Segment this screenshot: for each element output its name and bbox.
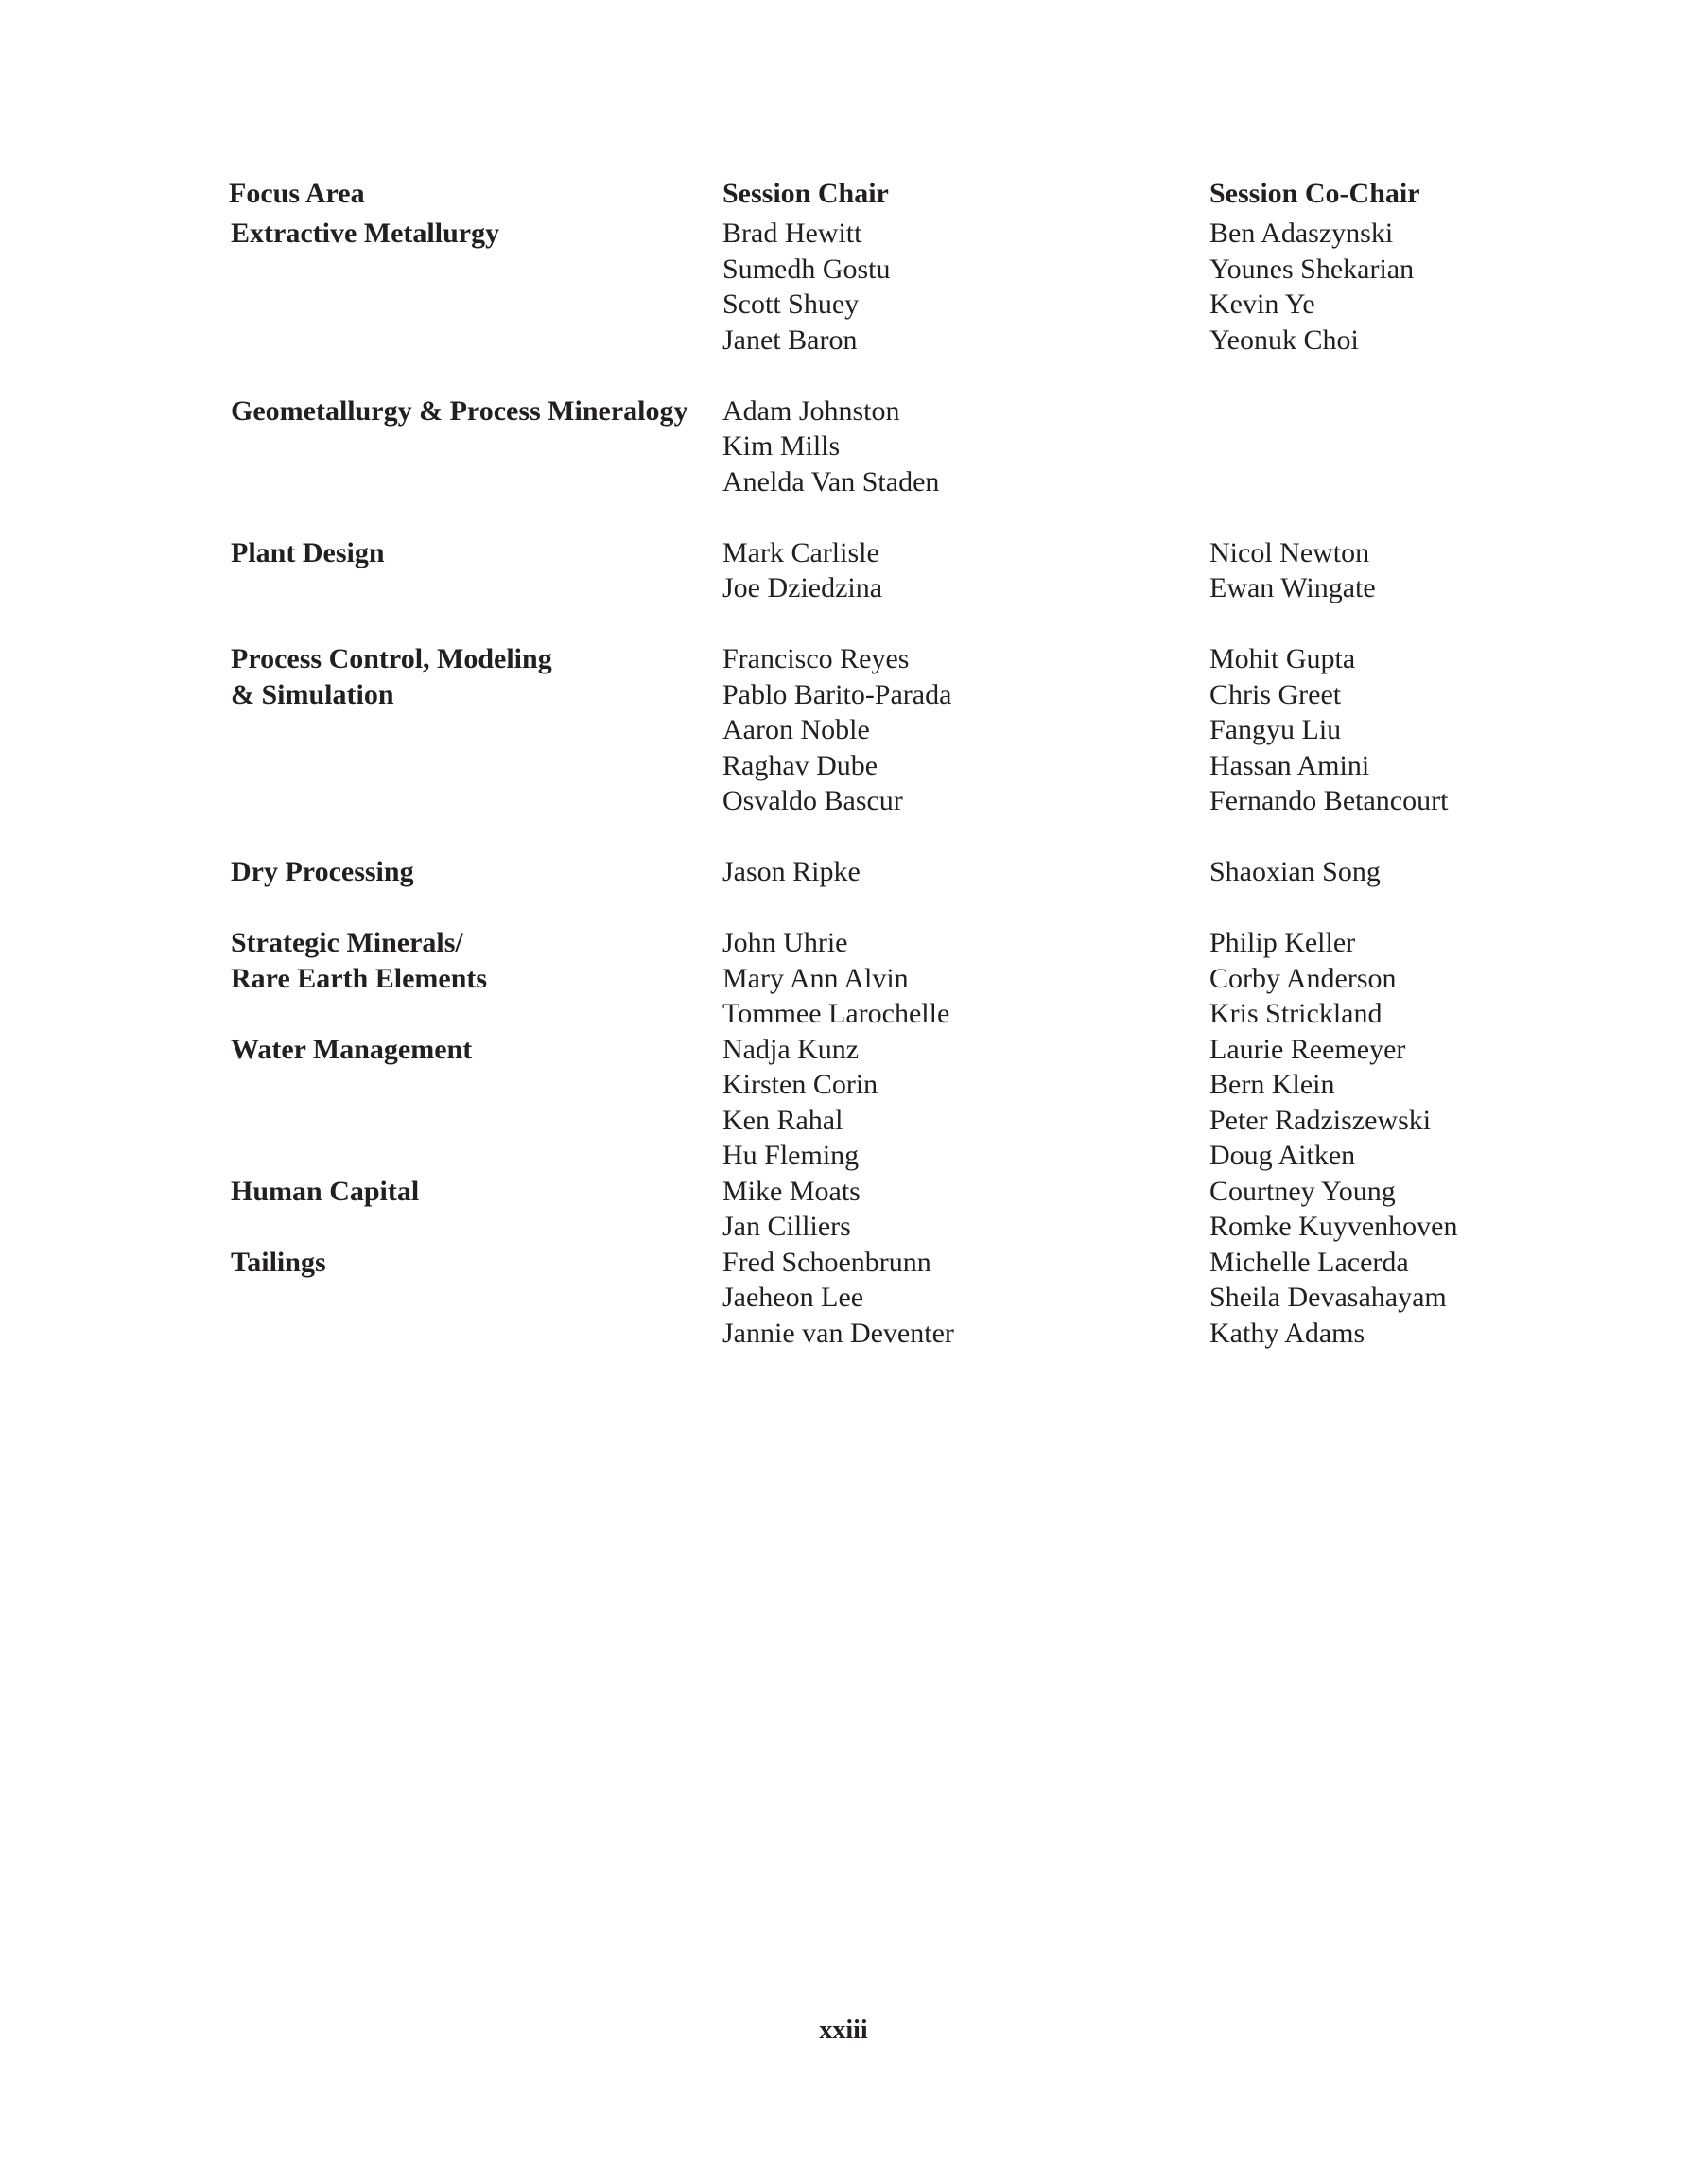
- session-chair-cell: John Uhrie: [722, 927, 848, 958]
- session-chair-cell: Kirsten Corin: [722, 1069, 878, 1100]
- table-row: [0, 216, 1687, 252]
- table-row: [0, 606, 1687, 642]
- table-row: [0, 1280, 1687, 1316]
- session-chair-cell: Ken Rahal: [722, 1104, 844, 1136]
- focus-area-cell: & Simulation: [231, 678, 394, 710]
- table-row: [0, 854, 1687, 890]
- session-chair-cell: Sumedh Gostu: [722, 253, 891, 285]
- session-co-chair-cell: Sheila Devasahayam: [1209, 1282, 1447, 1313]
- table-row: [0, 428, 1687, 464]
- focus-area-cell: Tailings: [231, 1246, 326, 1278]
- table-row: [0, 1103, 1687, 1139]
- session-chair-cell: Janet Baron: [722, 323, 858, 356]
- table-row: [0, 819, 1687, 855]
- session-chair-cell: Hu Fleming: [722, 1140, 860, 1171]
- session-co-chair-cell: Philip Keller: [1209, 927, 1356, 958]
- session-co-chair-cell: Peter Radziszewski: [1209, 1104, 1432, 1136]
- session-chair-cell: Jason Ripke: [722, 856, 861, 887]
- session-co-chair-cell: Shaoxian Song: [1209, 856, 1381, 887]
- focus-area-cell: Water Management: [231, 1033, 473, 1065]
- table-row: [0, 641, 1687, 677]
- table-row: [0, 393, 1687, 429]
- table-row: [0, 535, 1687, 571]
- session-co-chair-cell: Kathy Adams: [1209, 1317, 1365, 1349]
- session-co-chair-cell: Younes Shekarian: [1209, 253, 1415, 285]
- focus-area-cell: Plant Design: [231, 536, 385, 568]
- table-row: [0, 1316, 1687, 1352]
- session-chair-cell: Mary Ann Alvin: [722, 962, 909, 994]
- session-chair-cell: Fred Schoenbrunn: [722, 1246, 931, 1278]
- session-chair-cell: Jan Cilliers: [722, 1211, 851, 1242]
- header-focus-area: Focus Area: [229, 178, 365, 209]
- focus-area-cell: Extractive Metallurgy: [231, 218, 500, 249]
- table-row: [0, 712, 1687, 748]
- table-row: [0, 925, 1687, 961]
- session-chair-cell: Jaeheon Lee: [722, 1282, 864, 1313]
- session-chair-cell: Pablo Barito-Parada: [722, 678, 952, 710]
- table-row: [0, 783, 1687, 819]
- focus-area-cell: Strategic Minerals/: [231, 927, 463, 958]
- session-chair-cell: Adam Johnston: [722, 394, 900, 427]
- focus-area-cell: Geometallurgy & Process Mineralogy: [231, 394, 688, 427]
- page-number: xxiii: [819, 2016, 868, 2045]
- table-row: [0, 677, 1687, 713]
- table-row: [0, 1245, 1687, 1281]
- table-row: [0, 748, 1687, 784]
- table-row: [0, 1209, 1687, 1245]
- table-header-row: [0, 173, 1687, 215]
- session-co-chair-cell: Ben Adaszynski: [1209, 218, 1394, 249]
- table-row: [0, 570, 1687, 606]
- session-co-chair-cell: Nicol Newton: [1209, 536, 1370, 568]
- session-chair-cell: Aaron Noble: [722, 714, 870, 745]
- header-session-chair: Session Chair: [722, 178, 889, 209]
- table-row: [0, 499, 1687, 535]
- session-chair-cell: Joe Dziedzina: [722, 572, 883, 603]
- session-co-chair-cell: Laurie Reemeyer: [1209, 1033, 1406, 1065]
- table-row: [0, 1067, 1687, 1103]
- table-row: [0, 890, 1687, 926]
- session-co-chair-cell: Bern Klein: [1209, 1069, 1335, 1100]
- table-row: [0, 358, 1687, 393]
- session-co-chair-cell: Chris Greet: [1209, 678, 1342, 710]
- table-row: [0, 996, 1687, 1032]
- table-row: [0, 961, 1687, 997]
- table-row: [0, 252, 1687, 288]
- session-co-chair-cell: Romke Kuyvenhoven: [1209, 1211, 1458, 1242]
- session-co-chair-cell: Mohit Gupta: [1209, 643, 1356, 674]
- session-chair-cell: Anelda Van Staden: [722, 465, 940, 498]
- session-co-chair-cell: Yeonuk Choi: [1209, 323, 1359, 356]
- table-row: [0, 323, 1687, 358]
- session-co-chair-cell: Courtney Young: [1209, 1175, 1396, 1207]
- session-co-chair-cell: Ewan Wingate: [1209, 572, 1376, 603]
- session-chair-cell: Mike Moats: [722, 1175, 861, 1207]
- session-chair-cell: Raghav Dube: [722, 749, 878, 781]
- session-co-chair-cell: Doug Aitken: [1209, 1140, 1356, 1171]
- session-chair-cell: Kim Mills: [722, 430, 841, 462]
- focus-area-cell: Rare Earth Elements: [231, 962, 488, 994]
- session-chair-cell: Osvaldo Bascur: [722, 785, 903, 816]
- session-co-chair-cell: Corby Anderson: [1209, 962, 1397, 994]
- header-session-co-chair: Session Co-Chair: [1209, 178, 1420, 209]
- focus-area-cell: Human Capital: [231, 1175, 420, 1207]
- table-row: [0, 287, 1687, 323]
- focus-area-cell: Dry Processing: [231, 856, 414, 887]
- session-chair-cell: Brad Hewitt: [722, 218, 862, 249]
- session-chair-cell: Scott Shuey: [722, 288, 860, 320]
- session-co-chair-cell: Fangyu Liu: [1209, 714, 1342, 745]
- table-row: [0, 464, 1687, 500]
- session-chair-cell: Francisco Reyes: [722, 643, 910, 674]
- session-chair-cell: Jannie van Deventer: [722, 1317, 954, 1349]
- session-co-chair-cell: Kevin Ye: [1209, 288, 1315, 320]
- table-row: [0, 1174, 1687, 1210]
- session-chair-cell: Mark Carlisle: [722, 536, 879, 568]
- session-co-chair-cell: Fernando Betancourt: [1209, 785, 1449, 816]
- session-co-chair-cell: Hassan Amini: [1209, 749, 1370, 781]
- session-chair-cell: Nadja Kunz: [722, 1033, 860, 1065]
- session-co-chair-cell: Kris Strickland: [1209, 998, 1383, 1029]
- table-row: [0, 1032, 1687, 1068]
- table-row: [0, 1138, 1687, 1174]
- focus-area-cell: Process Control, Modeling: [231, 643, 552, 674]
- session-chair-cell: Tommee Larochelle: [722, 998, 950, 1029]
- session-co-chair-cell: Michelle Lacerda: [1209, 1246, 1409, 1278]
- session-chairs-table: [0, 216, 1687, 1351]
